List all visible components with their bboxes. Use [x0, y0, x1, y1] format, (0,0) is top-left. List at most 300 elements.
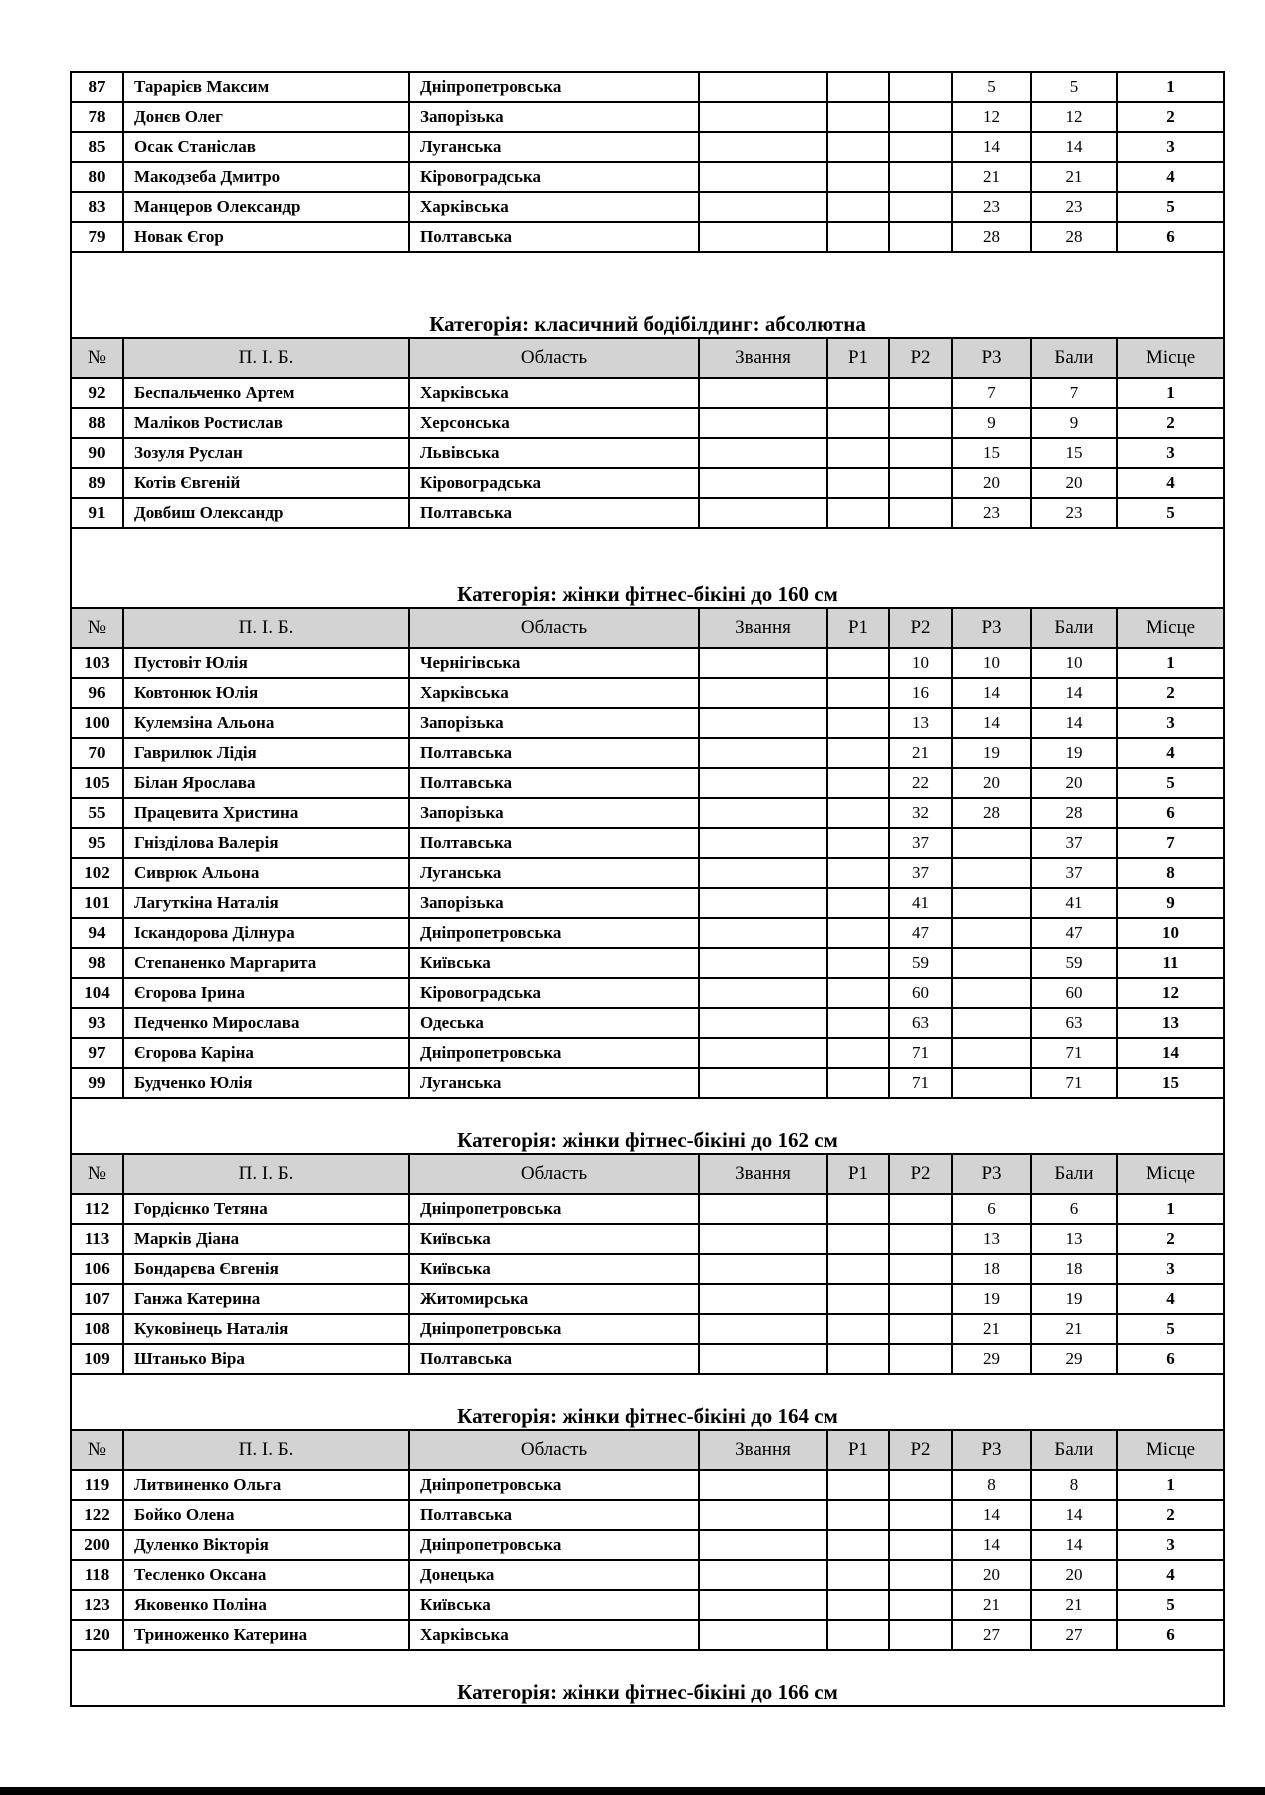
cell-bali: 63 [1031, 1008, 1117, 1038]
table-row [71, 798, 1224, 828]
column-header: Бали [1031, 338, 1117, 378]
table-row [71, 858, 1224, 888]
cell-name: Гордієнко Тетяна [123, 1194, 409, 1224]
cell-place: 14 [1117, 1038, 1224, 1068]
cell-place: 5 [1117, 768, 1224, 798]
cell-r2 [889, 1530, 952, 1560]
cell-num: 97 [71, 1038, 123, 1068]
cell-r1 [827, 978, 889, 1008]
cell-num: 120 [71, 1620, 123, 1650]
table-row [71, 222, 1224, 252]
cell-place: 2 [1117, 1500, 1224, 1530]
cell-name: Білан Ярослава [123, 768, 409, 798]
cell-zvannia [699, 648, 827, 678]
cell-r3: 14 [952, 678, 1031, 708]
cell-num: 100 [71, 708, 123, 738]
cell-region: Кіровоградська [409, 978, 699, 1008]
category-table [70, 1649, 1225, 1707]
cell-place: 2 [1117, 678, 1224, 708]
table-header-row [71, 1154, 1224, 1194]
cell-zvannia [699, 192, 827, 222]
column-header: П. І. Б. [123, 338, 409, 378]
cell-name: Працевита Христина [123, 798, 409, 828]
cell-r3: 5 [952, 72, 1031, 102]
table-row [71, 648, 1224, 678]
cell-r3 [952, 888, 1031, 918]
column-header: Р2 [889, 1154, 952, 1194]
cell-region: Дніпропетровська [409, 1530, 699, 1560]
column-header: Бали [1031, 1154, 1117, 1194]
table-row [71, 828, 1224, 858]
category-table [70, 71, 1225, 253]
category-title-row [71, 1098, 1224, 1154]
table-row [71, 1068, 1224, 1098]
cell-name: Сиврюк Альона [123, 858, 409, 888]
cell-place: 1 [1117, 378, 1224, 408]
cell-zvannia [699, 468, 827, 498]
cell-name: Донєв Олег [123, 102, 409, 132]
column-header: Звання [699, 338, 827, 378]
table-row [71, 1284, 1224, 1314]
cell-place: 5 [1117, 1314, 1224, 1344]
cell-r3: 6 [952, 1194, 1031, 1224]
table-row [71, 678, 1224, 708]
cell-place: 4 [1117, 738, 1224, 768]
cell-r1 [827, 1314, 889, 1344]
cell-region: Кіровоградська [409, 468, 699, 498]
cell-bali: 21 [1031, 1314, 1117, 1344]
category-title-row [71, 252, 1224, 338]
cell-r3: 23 [952, 498, 1031, 528]
cell-r3: 18 [952, 1254, 1031, 1284]
cell-bali: 47 [1031, 918, 1117, 948]
category-title-row [71, 1374, 1224, 1430]
cell-bali: 59 [1031, 948, 1117, 978]
cell-zvannia [699, 1470, 827, 1500]
cell-r2 [889, 222, 952, 252]
cell-r1 [827, 648, 889, 678]
cell-name: Яковенко Поліна [123, 1590, 409, 1620]
cell-bali: 28 [1031, 222, 1117, 252]
cell-r3: 14 [952, 132, 1031, 162]
cell-r3: 20 [952, 768, 1031, 798]
cell-name: Тарарієв Максим [123, 72, 409, 102]
table-header-row [71, 1430, 1224, 1470]
cell-r1 [827, 1008, 889, 1038]
cell-bali: 41 [1031, 888, 1117, 918]
cell-num: 70 [71, 738, 123, 768]
category-table [70, 527, 1225, 1099]
cell-r1 [827, 738, 889, 768]
cell-region: Луганська [409, 1068, 699, 1098]
cell-name: Триноженко Катерина [123, 1620, 409, 1650]
cell-num: 95 [71, 828, 123, 858]
table-row [71, 1038, 1224, 1068]
cell-region: Запорізька [409, 798, 699, 828]
cell-r1 [827, 468, 889, 498]
table-row [71, 1008, 1224, 1038]
cell-r1 [827, 918, 889, 948]
cell-place: 3 [1117, 1254, 1224, 1284]
cell-zvannia [699, 1254, 827, 1284]
cell-zvannia [699, 1194, 827, 1224]
cell-region: Київська [409, 1254, 699, 1284]
cell-r3: 20 [952, 1560, 1031, 1590]
cell-region: Харківська [409, 192, 699, 222]
cell-r3: 21 [952, 162, 1031, 192]
cell-name: Педченко Мирослава [123, 1008, 409, 1038]
cell-zvannia [699, 1500, 827, 1530]
column-header: Р1 [827, 608, 889, 648]
table-row [71, 438, 1224, 468]
cell-region: Дніпропетровська [409, 1194, 699, 1224]
cell-r2 [889, 1314, 952, 1344]
cell-num: 102 [71, 858, 123, 888]
category-title: Категорія: класичний бодібілдинг: абсолютна [71, 252, 1224, 338]
cell-num: 96 [71, 678, 123, 708]
results-document [70, 71, 1225, 1707]
cell-r3 [952, 918, 1031, 948]
cell-place: 6 [1117, 1620, 1224, 1650]
category-table [70, 251, 1225, 529]
cell-place: 1 [1117, 1194, 1224, 1224]
cell-region: Чернігівська [409, 648, 699, 678]
table-row [71, 1590, 1224, 1620]
cell-bali: 14 [1031, 678, 1117, 708]
cell-r2 [889, 1500, 952, 1530]
cell-r1 [827, 1254, 889, 1284]
cell-zvannia [699, 798, 827, 828]
table-row [71, 1500, 1224, 1530]
column-header: № [71, 1154, 123, 1194]
cell-r3: 13 [952, 1224, 1031, 1254]
cell-region: Дніпропетровська [409, 1470, 699, 1500]
table-row [71, 72, 1224, 102]
cell-region: Дніпропетровська [409, 1038, 699, 1068]
column-header: Область [409, 338, 699, 378]
cell-r2: 71 [889, 1038, 952, 1068]
cell-num: 94 [71, 918, 123, 948]
cell-r1 [827, 1500, 889, 1530]
cell-r1 [827, 828, 889, 858]
cell-num: 91 [71, 498, 123, 528]
table-row [71, 1254, 1224, 1284]
category-title: Категорія: жінки фітнес-бікіні до 160 см [71, 528, 1224, 608]
table-row [71, 978, 1224, 1008]
cell-name: Кулемзіна Альона [123, 708, 409, 738]
cell-place: 7 [1117, 828, 1224, 858]
cell-place: 3 [1117, 132, 1224, 162]
cell-bali: 14 [1031, 1500, 1117, 1530]
cell-place: 1 [1117, 72, 1224, 102]
cell-r3 [952, 858, 1031, 888]
cell-r3 [952, 978, 1031, 1008]
cell-zvannia [699, 1284, 827, 1314]
category-table [70, 1097, 1225, 1375]
cell-name: Гнізділова Валерія [123, 828, 409, 858]
cell-zvannia [699, 1068, 827, 1098]
cell-r3: 19 [952, 1284, 1031, 1314]
cell-r2: 37 [889, 828, 952, 858]
cell-r2 [889, 438, 952, 468]
cell-r3 [952, 1008, 1031, 1038]
cell-num: 93 [71, 1008, 123, 1038]
column-header: Р1 [827, 338, 889, 378]
cell-region: Полтавська [409, 1500, 699, 1530]
cell-region: Херсонська [409, 408, 699, 438]
cell-num: 112 [71, 1194, 123, 1224]
cell-r2 [889, 1284, 952, 1314]
cell-zvannia [699, 918, 827, 948]
cell-r1 [827, 378, 889, 408]
column-header: Р3 [952, 338, 1031, 378]
cell-r3: 9 [952, 408, 1031, 438]
cell-name: Пустовіт Юлія [123, 648, 409, 678]
cell-place: 3 [1117, 1530, 1224, 1560]
cell-place: 12 [1117, 978, 1224, 1008]
cell-bali: 13 [1031, 1224, 1117, 1254]
cell-zvannia [699, 978, 827, 1008]
cell-bali: 21 [1031, 162, 1117, 192]
cell-num: 87 [71, 72, 123, 102]
table-header-row [71, 608, 1224, 648]
column-header: П. І. Б. [123, 608, 409, 648]
cell-r2: 37 [889, 858, 952, 888]
table-row [71, 1224, 1224, 1254]
cell-r3: 29 [952, 1344, 1031, 1374]
column-header: Р3 [952, 1430, 1031, 1470]
column-header: № [71, 338, 123, 378]
cell-r1 [827, 498, 889, 528]
cell-num: 105 [71, 768, 123, 798]
cell-name: Єгорова Каріна [123, 1038, 409, 1068]
cell-num: 108 [71, 1314, 123, 1344]
table-row [71, 1530, 1224, 1560]
cell-r1 [827, 798, 889, 828]
cell-r1 [827, 1224, 889, 1254]
cell-bali: 19 [1031, 738, 1117, 768]
cell-bali: 71 [1031, 1038, 1117, 1068]
table-header-row [71, 338, 1224, 378]
cell-r2: 21 [889, 738, 952, 768]
cell-name: Куковінець Наталія [123, 1314, 409, 1344]
cell-r3: 19 [952, 738, 1031, 768]
column-header: Р2 [889, 1430, 952, 1470]
table-row [71, 468, 1224, 498]
column-header: Р3 [952, 608, 1031, 648]
cell-r2 [889, 162, 952, 192]
cell-place: 4 [1117, 162, 1224, 192]
column-header: Р2 [889, 338, 952, 378]
cell-name: Бондарєва Євгенія [123, 1254, 409, 1284]
cell-zvannia [699, 1530, 827, 1560]
cell-r1 [827, 102, 889, 132]
cell-r1 [827, 768, 889, 798]
cell-r3 [952, 948, 1031, 978]
table-row [71, 1344, 1224, 1374]
cell-bali: 37 [1031, 858, 1117, 888]
cell-r2 [889, 1344, 952, 1374]
cell-name: Ковтонюк Юлія [123, 678, 409, 708]
cell-place: 11 [1117, 948, 1224, 978]
cell-zvannia [699, 72, 827, 102]
cell-name: Зозуля Руслан [123, 438, 409, 468]
cell-place: 4 [1117, 1284, 1224, 1314]
cell-region: Київська [409, 1590, 699, 1620]
cell-r3: 14 [952, 708, 1031, 738]
cell-zvannia [699, 828, 827, 858]
cell-r3 [952, 1068, 1031, 1098]
table-row [71, 1470, 1224, 1500]
table-row [71, 1314, 1224, 1344]
cell-r1 [827, 678, 889, 708]
cell-num: 85 [71, 132, 123, 162]
cell-place: 8 [1117, 858, 1224, 888]
cell-r2: 60 [889, 978, 952, 1008]
bottom-black-bar [0, 1787, 1265, 1795]
cell-r3: 14 [952, 1530, 1031, 1560]
cell-zvannia [699, 1038, 827, 1068]
cell-bali: 21 [1031, 1590, 1117, 1620]
cell-r2: 10 [889, 648, 952, 678]
cell-name: Литвиненко Ольга [123, 1470, 409, 1500]
cell-bali: 15 [1031, 438, 1117, 468]
cell-r1 [827, 192, 889, 222]
cell-region: Луганська [409, 858, 699, 888]
cell-r2 [889, 1560, 952, 1590]
cell-num: 90 [71, 438, 123, 468]
table-row [71, 768, 1224, 798]
cell-r1 [827, 1530, 889, 1560]
cell-bali: 14 [1031, 1530, 1117, 1560]
cell-region: Запорізька [409, 102, 699, 132]
cell-r2: 41 [889, 888, 952, 918]
cell-r2 [889, 498, 952, 528]
cell-num: 99 [71, 1068, 123, 1098]
cell-zvannia [699, 948, 827, 978]
column-header: Р3 [952, 1154, 1031, 1194]
cell-bali: 71 [1031, 1068, 1117, 1098]
cell-r2: 63 [889, 1008, 952, 1038]
cell-r2 [889, 1590, 952, 1620]
cell-bali: 23 [1031, 192, 1117, 222]
cell-zvannia [699, 378, 827, 408]
cell-num: 107 [71, 1284, 123, 1314]
cell-name: Маліков Ростислав [123, 408, 409, 438]
cell-zvannia [699, 1560, 827, 1590]
cell-r2: 22 [889, 768, 952, 798]
table-row [71, 708, 1224, 738]
cell-place: 1 [1117, 1470, 1224, 1500]
column-header: Звання [699, 1430, 827, 1470]
cell-region: Житомирська [409, 1284, 699, 1314]
cell-r1 [827, 132, 889, 162]
column-header: Місце [1117, 338, 1224, 378]
column-header: Р2 [889, 608, 952, 648]
cell-zvannia [699, 408, 827, 438]
cell-place: 15 [1117, 1068, 1224, 1098]
cell-r3: 21 [952, 1314, 1031, 1344]
cell-r2 [889, 192, 952, 222]
table-row [71, 408, 1224, 438]
cell-place: 3 [1117, 708, 1224, 738]
cell-bali: 9 [1031, 408, 1117, 438]
cell-r3 [952, 828, 1031, 858]
cell-name: Новак Єгор [123, 222, 409, 252]
cell-bali: 10 [1031, 648, 1117, 678]
cell-place: 5 [1117, 498, 1224, 528]
cell-r3: 8 [952, 1470, 1031, 1500]
cell-r1 [827, 72, 889, 102]
cell-zvannia [699, 1314, 827, 1344]
cell-name: Бойко Олена [123, 1500, 409, 1530]
cell-bali: 28 [1031, 798, 1117, 828]
cell-name: Дуленко Вікторія [123, 1530, 409, 1560]
cell-bali: 5 [1031, 72, 1117, 102]
cell-num: 88 [71, 408, 123, 438]
column-header: П. І. Б. [123, 1430, 409, 1470]
cell-r2 [889, 72, 952, 102]
cell-num: 89 [71, 468, 123, 498]
cell-zvannia [699, 222, 827, 252]
cell-name: Тесленко Оксана [123, 1560, 409, 1590]
cell-r3: 15 [952, 438, 1031, 468]
cell-num: 200 [71, 1530, 123, 1560]
cell-r3: 27 [952, 1620, 1031, 1650]
cell-r1 [827, 222, 889, 252]
category-title-row [71, 1650, 1224, 1706]
column-header: Р1 [827, 1154, 889, 1194]
cell-num: 80 [71, 162, 123, 192]
cell-r2: 13 [889, 708, 952, 738]
cell-region: Дніпропетровська [409, 72, 699, 102]
cell-region: Дніпропетровська [409, 1314, 699, 1344]
cell-place: 5 [1117, 1590, 1224, 1620]
cell-num: 92 [71, 378, 123, 408]
cell-bali: 14 [1031, 708, 1117, 738]
cell-zvannia [699, 162, 827, 192]
cell-r3: 14 [952, 1500, 1031, 1530]
cell-zvannia [699, 888, 827, 918]
category-title: Категорія: жінки фітнес-бікіні до 164 см [71, 1374, 1224, 1430]
column-header: № [71, 608, 123, 648]
cell-r1 [827, 1194, 889, 1224]
column-header: Звання [699, 608, 827, 648]
cell-region: Кіровоградська [409, 162, 699, 192]
cell-place: 2 [1117, 408, 1224, 438]
cell-name: Осак Станіслав [123, 132, 409, 162]
cell-r2: 71 [889, 1068, 952, 1098]
cell-num: 103 [71, 648, 123, 678]
cell-r2: 59 [889, 948, 952, 978]
cell-r3: 23 [952, 192, 1031, 222]
cell-bali: 18 [1031, 1254, 1117, 1284]
cell-zvannia [699, 678, 827, 708]
cell-num: 106 [71, 1254, 123, 1284]
column-header: № [71, 1430, 123, 1470]
cell-name: Котів Євгеній [123, 468, 409, 498]
table-row [71, 948, 1224, 978]
cell-region: Запорізька [409, 888, 699, 918]
cell-zvannia [699, 1008, 827, 1038]
table-row [71, 1560, 1224, 1590]
cell-region: Полтавська [409, 1344, 699, 1374]
cell-num: 119 [71, 1470, 123, 1500]
cell-bali: 23 [1031, 498, 1117, 528]
cell-zvannia [699, 498, 827, 528]
cell-r2 [889, 378, 952, 408]
cell-region: Харківська [409, 678, 699, 708]
